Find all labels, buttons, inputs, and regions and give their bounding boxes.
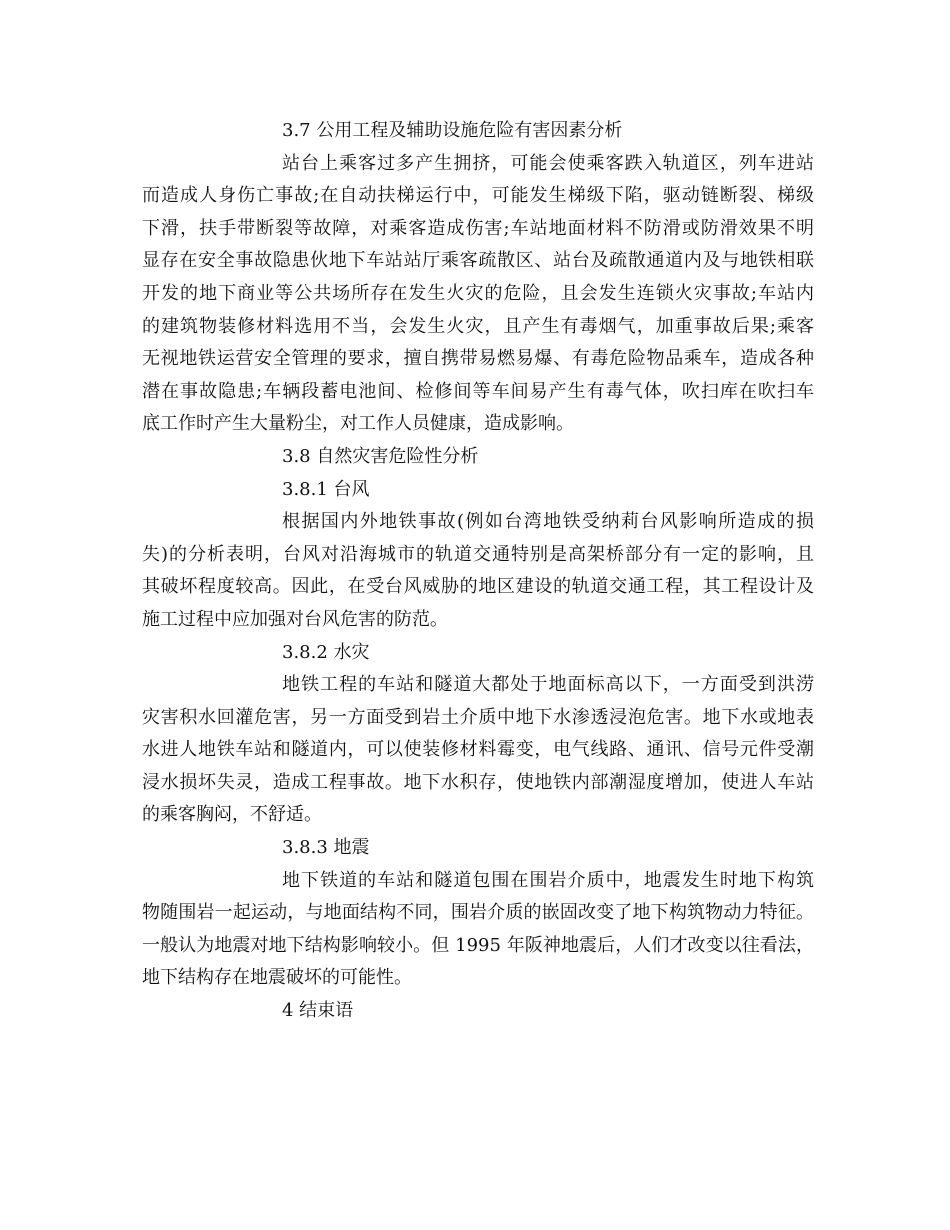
paragraph (142, 669, 814, 832)
paragraph-line: 根据国内外地铁事故(例如台湾地铁受纳莉台风影响所造成的损 (282, 511, 814, 533)
paragraph (142, 506, 814, 636)
paragraph-line: 地铁工程的车站和隧道大都处于地面标高以下，一方面受到洪涝 (282, 674, 814, 696)
paragraph-line: 物随围岩一起运动，与地面结构不同，围岩介质的嵌固改变了地下构筑物动力特征。 (142, 902, 814, 924)
paragraph-line: 潜在事故隐患;车辆段蓄电池间、检修间等车间易产生有毒气体，吹扫库在吹扫车 (142, 380, 814, 402)
paragraph-line: 地下铁道的车站和隧道包围在围岩介质中，地震发生时地下构筑 (282, 869, 814, 891)
paragraph-line: 的建筑物装修材料选用不当，会发生火灾，且产生有毒烟气，加重事故后果;乘客 (142, 315, 814, 337)
paragraph-line: 站台上乘客过多产生拥挤，可能会使乘客跌入轨道区，列车进站 (282, 152, 814, 174)
section-heading: 4 结束语 (282, 1000, 354, 1022)
paragraph-line: 开发的地下商业等公共场所存在发生火灾的危险，且会发生连锁火灾事故;车站内 (142, 282, 814, 304)
paragraph-line: 的乘客胸闷，不舒适。 (142, 804, 322, 826)
paragraph-line: 一般认为地震对地下结构影响较小。但 1995 年阪神地震后，人们才改变以往看法， (142, 934, 814, 956)
section-heading: 3.7 公用工程及辅助设施危险有害因素分析 (282, 120, 623, 141)
paragraph-line: 底工作时产生大量粉尘，对工作人员健康，造成影响。 (142, 413, 574, 435)
paragraph (142, 865, 814, 995)
paragraph-line: 下滑，扶手带断裂等故障，对乘客造成伤害;车站地面材料不防滑或防滑效果不明 (142, 217, 814, 239)
section-heading: 3.8.2 水灾 (282, 641, 370, 663)
paragraph-line: 显存在安全事故隐患伙地下车站站厅乘客疏散区、站台及疏散通道内及与地铁相联 (142, 250, 814, 272)
paragraph-line: 施工过程中应加强对台风危害的防范。 (142, 608, 448, 630)
paragraph-line: 地下结构存在地震破坏的可能性。 (142, 967, 412, 989)
document-page (142, 115, 814, 1028)
paragraph-line: 失)的分析表明，台风对沿海城市的轨道交通特别是高架桥部分有一定的影响，且 (142, 543, 814, 565)
paragraph-line: 其破坏程度较高。因此，在受台风威胁的地区建设的轨道交通工程，其工程设计及 (142, 576, 814, 598)
paragraph-line: 灾害积水回灌危害，另一方面受到岩土介质中地下水渗透浸泡危害。地下水或地表 (142, 706, 814, 728)
paragraph-line: 而造成人身伤亡事故;在自动扶梯运行中，可能发生梯级下陷，驱动链断裂、梯级 (142, 185, 814, 207)
paragraph (142, 148, 814, 441)
paragraph-line: 无视地铁运营安全管理的要求，擅自携带易燃易爆、有毒危险物品乘车，造成各种 (142, 348, 814, 370)
paragraph-line: 浸水损坏失灵，造成工程事故。地下水积存，使地铁内部潮湿度增加，使进人车站 (142, 771, 814, 793)
section-heading: 3.8.1 台风 (282, 478, 370, 500)
paragraph-line: 水进人地铁车站和隧道内，可以使装修材料霉变，电气线路、通讯、信号元件受潮 (142, 739, 814, 761)
section-heading: 3.8.3 地震 (282, 837, 370, 859)
section-heading: 3.8 自然灾害危险性分析 (282, 445, 479, 467)
